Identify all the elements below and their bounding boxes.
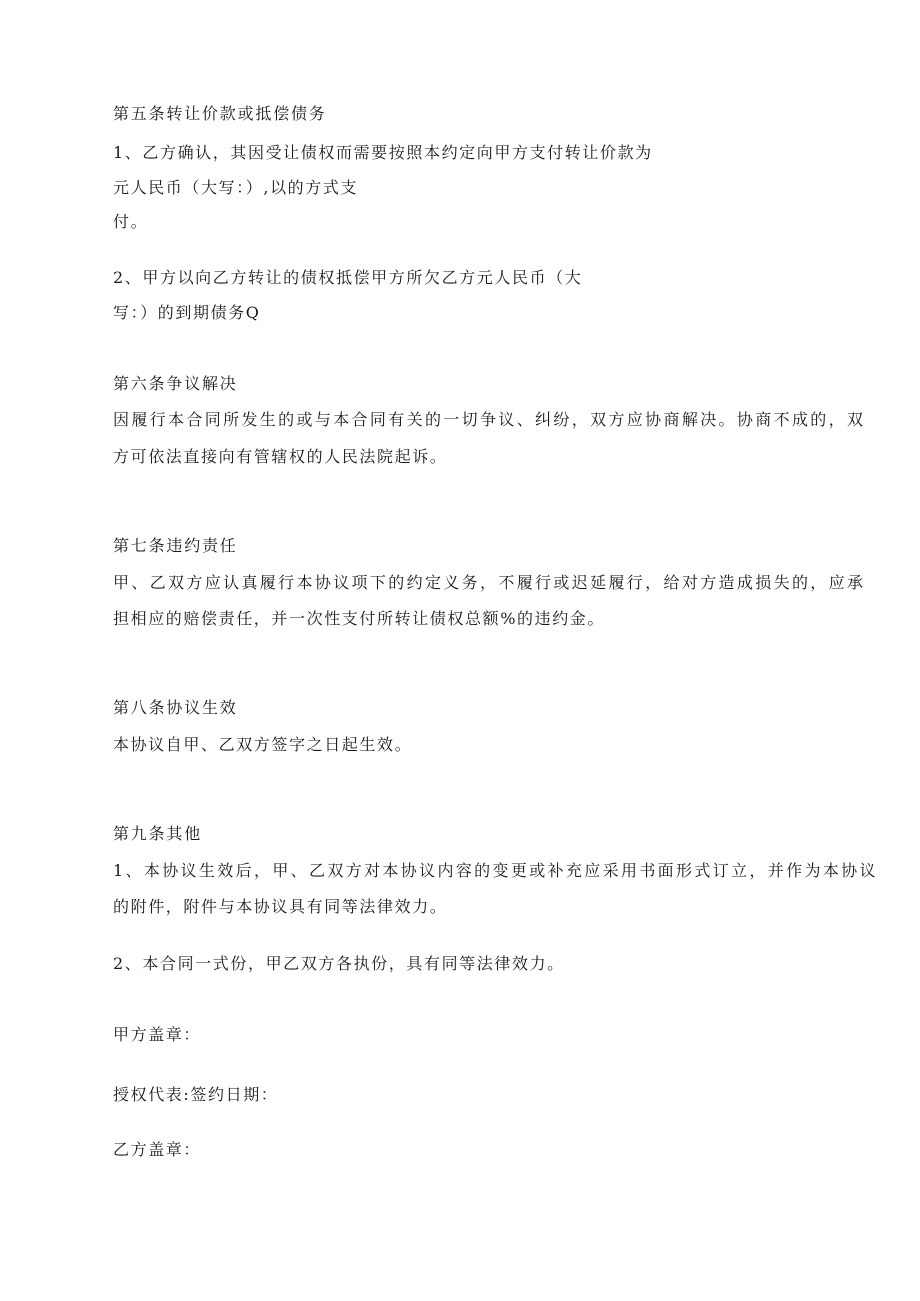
article-5-heading: 第五条转让价款或抵偿债务 bbox=[113, 104, 327, 123]
article-9-paragraph-1-line-2: 的附件，附件与本协议具有同等法律效力。 bbox=[113, 897, 448, 916]
party-a-seal-label: 甲方盖章： bbox=[113, 1025, 202, 1044]
authorized-representative-label: 授权代表:签约日期： bbox=[113, 1085, 279, 1104]
article-7-line-1: 甲、乙双方应认真履行本协议项下的约定义务，不履行或迟延履行，给对方造成损失的，应承 bbox=[113, 573, 866, 592]
party-b-seal-label: 乙方盖章： bbox=[113, 1140, 202, 1159]
article-6-line-1: 因履行本合同所发生的或与本合同有关的一切争议、纠纷，双方应协商解决。协商不成的，双 bbox=[113, 410, 866, 429]
article-6-heading: 第六条争议解决 bbox=[113, 374, 238, 393]
article-5-paragraph-2-line-2: 写：）的到期债务Q bbox=[113, 303, 261, 322]
article-8-heading: 第八条协议生效 bbox=[113, 698, 238, 717]
article-9-paragraph-1-line-1: 1、本协议生效后，甲、乙双方对本协议内容的变更或补充应采用书面形式订立，并作为本协议 bbox=[113, 861, 878, 880]
article-5-paragraph-1-line-3: 付。 bbox=[113, 212, 149, 231]
article-7-line-2: 担相应的赔偿责任，并一次性支付所转让债权总额%的违约金。 bbox=[113, 609, 606, 628]
article-8-line-1: 本协议自甲、乙双方签字之日起生效。 bbox=[113, 735, 413, 754]
article-9-paragraph-2-line-1: 2、本合同一式份，甲乙双方各执份，具有同等法律效力。 bbox=[113, 954, 565, 973]
article-5-paragraph-2-line-1: 2、甲方以向乙方转让的债权抵偿甲方所欠乙方元人民币（大 bbox=[113, 268, 583, 287]
article-9-heading: 第九条其他 bbox=[113, 824, 203, 843]
article-5-paragraph-1-line-2: 元人民币（大写：）,以的方式支 bbox=[113, 178, 359, 197]
article-5-paragraph-1-line-1: 1、乙方确认，其因受让债权而需要按照本约定向甲方支付转让价款为 bbox=[113, 143, 653, 162]
article-6-line-2: 方可依法直接向有管辖权的人民法院起诉。 bbox=[113, 447, 448, 466]
article-7-heading: 第七条违约责任 bbox=[113, 536, 238, 555]
